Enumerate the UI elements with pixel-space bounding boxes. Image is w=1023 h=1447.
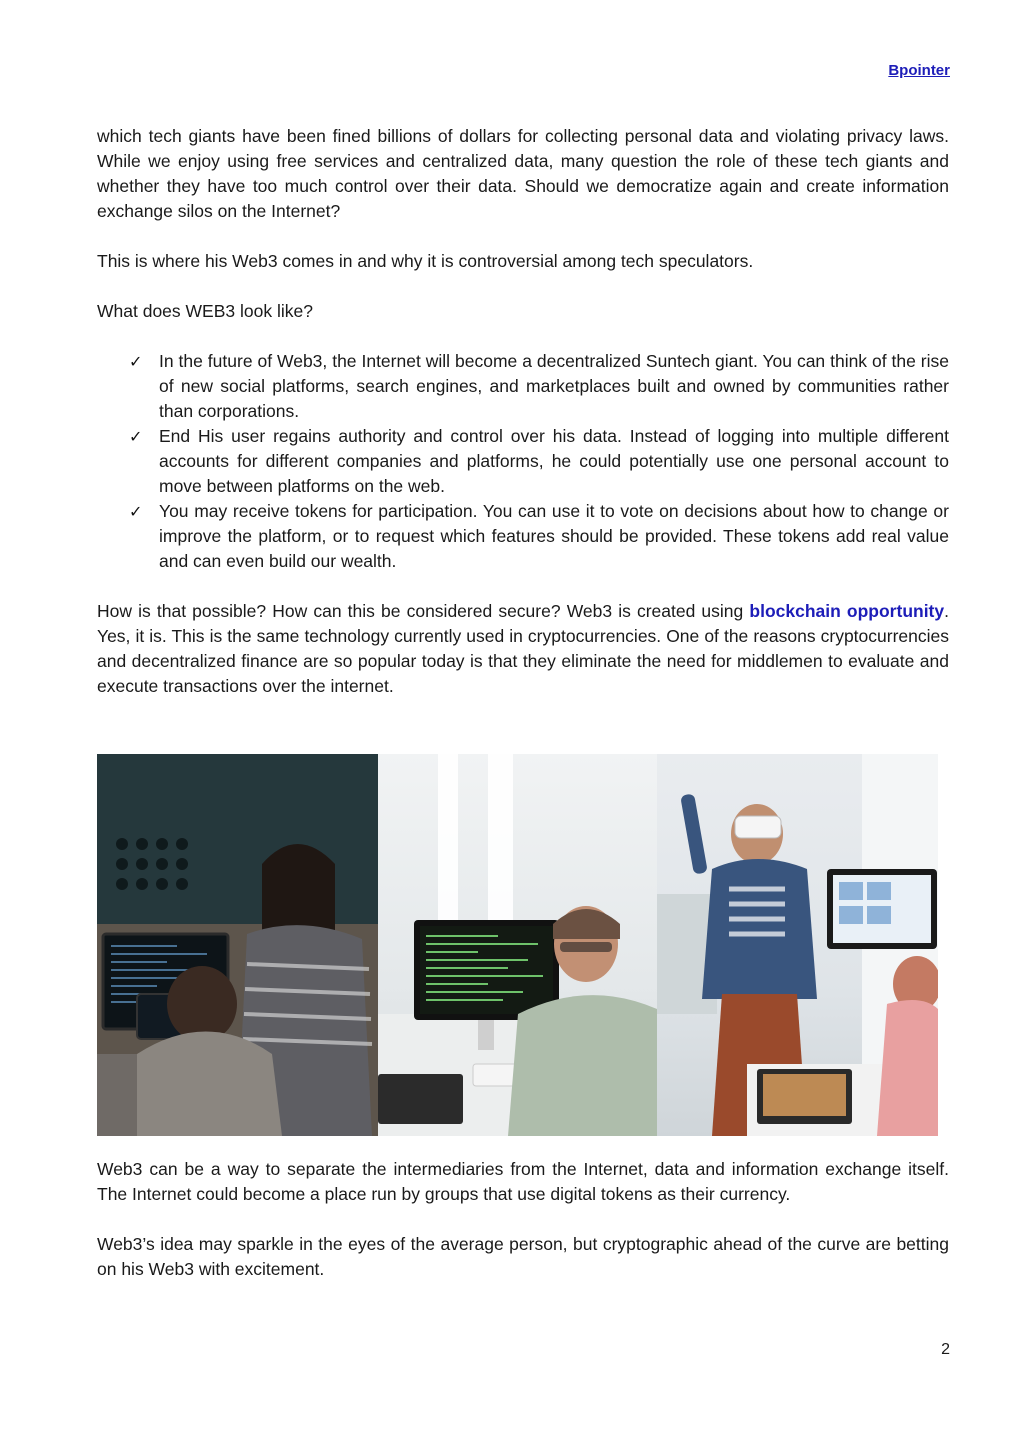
web3-checklist <box>97 349 949 574</box>
paragraph-blockchain-rest: . Yes, it is. This is the same technology currently used in cryptocurrencies. One of the reasons cryptocurrencies and decentralized finance are so popular today is that they eliminate the need for middlemen to evaluate and execute transactions over the internet. <box>97 601 949 696</box>
web3-photo-collage <box>97 754 938 1136</box>
paragraph-web3-controversy: This is where his Web3 comes in and why it is controversial among tech speculators. <box>97 251 754 271</box>
list-item-text: You may receive tokens for participation. You can use it to vote on decisions about how to change or improve the platform, or to request which features should be provided. These tokens add real value and can even build our wealth. <box>159 501 949 571</box>
paragraph-question: What does WEB3 look like? <box>97 301 313 321</box>
paragraph-blockchain-lead: How is that possible? How can this be considered secure? Web3 is created using <box>97 601 750 621</box>
list-item-text: In the future of Web3, the Internet will become a decentralized Suntech giant. You can think of the rise of new social platforms, search engines, and marketplaces built and owned by communities rather than corporations. <box>159 351 949 421</box>
body-content <box>97 124 949 724</box>
checkmark-icon: ✓ <box>129 427 143 446</box>
photo-developer-coding <box>378 754 657 1136</box>
paragraph-blockchain <box>97 599 949 699</box>
paragraph-intro: which tech giants have been fined billions of dollars for collecting personal data and violating privacy laws. While we enjoy using free services and centralized data, many question the role of these tech giants and whether they have too much control over their data. Should we democratize again and create information exchange silos on the Internet? <box>97 126 949 221</box>
paragraph-intermediaries: Web3 can be a way to separate the intermediaries from the Internet, data and information exchange itself. The Internet could become a place run by groups that use digital tokens as their currency. <box>97 1159 949 1204</box>
brand-link[interactable]: Bpointer <box>888 62 950 79</box>
list-item <box>129 349 949 424</box>
paragraph-excitement: Web3’s idea may sparkle in the eyes of the average person, but cryptographic ahead of the curve are betting on his Web3 with excitement. <box>97 1234 949 1279</box>
list-item-text: End His user regains authority and control over his data. Instead of logging into multiple different accounts for different companies and platforms, he could potentially use one personal account to move between platforms on the web. <box>159 426 949 496</box>
checkmark-icon: ✓ <box>129 352 143 371</box>
list-item <box>129 499 949 574</box>
list-item <box>129 424 949 499</box>
closing-content <box>97 1157 949 1307</box>
photo-office-team <box>97 754 378 1136</box>
blockchain-opportunity-link[interactable]: blockchain opportunity <box>749 601 945 621</box>
page-number: 2 <box>941 1341 950 1358</box>
checkmark-icon: ✓ <box>129 502 143 521</box>
photo-vr-headset <box>657 754 938 1136</box>
